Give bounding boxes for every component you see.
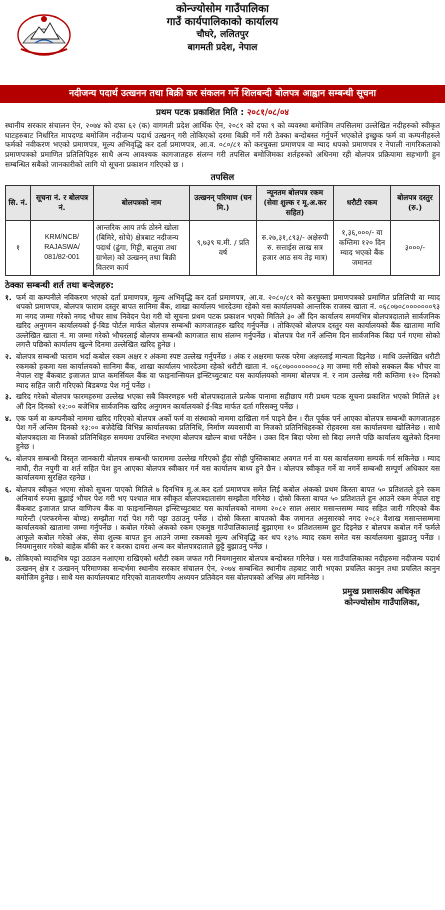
table-row <box>6 220 440 275</box>
col-fee: बोलपत्र दस्तुर (रु.) <box>391 185 440 220</box>
condition-item <box>5 554 440 583</box>
condition-text: एक फर्म वा कम्पनीको नाममा खरिद गरिएको बोलपत्र अर्को फर्म वा संस्थाको नाममा दाखिला गर्न पाइने छैन । रीत पूर्वक पर्न आएका बोलपत्र सम्बन्धी कागजातहरु पेश गर्ने अन्तिम दिनको १३:०० बजेदेखि विभिन्न कार्यालयका प्रतिनिधि, निर्माण व्यवसायी वा निजको प्रतिनिधिहरुको रोहवरमा यस कार्यालयमा खोलिनेछ । साथै बोलपत्रदाता वा निजको प्रतिनिधिहरु समयमा उपस्थित नभएमा बोलपत्र खोल्न बाधा पर्नेछैन । उक्त दिन बिदा परेमा सो बिदा लगत्तै पछि कार्यालय खुलेको दिनमा हुनेछ । <box>16 413 440 452</box>
col-notice-no: सूचना नं. र बोलपत्र नं. <box>31 185 94 220</box>
condition-number: ७. <box>5 553 12 563</box>
condition-text: बोलपत्र सम्बन्धी विस्तृत जानकारी बोलपत्र सम्बन्धी फाराममा उल्लेख गरिएको हुँदा सोही पुस्तिकाबाट अवगत गर्न वा यस कार्यालयमा सम्पर्क गर्न सकिनेछ । म्याद नाघी, रीत नपुगी वा शर्त सहित पेश हुन आएका बोलपत्र स्वीकार गर्न यस कार्यालय बाध्य हुने छैन । बोलपत्र स्वीकृत गर्ने वा नगर्ने सम्बन्धी सम्पूर्ण अधिकार यस कार्यालयमा सुरक्षित रहनेछ । <box>16 454 440 483</box>
signature-title: प्रमुख प्रशासकीय अधिकृत <box>342 585 420 596</box>
row-notice-code: KRM/NCB/ RAJASWA/ 081/82-001 <box>31 220 94 275</box>
signature-block <box>5 586 440 608</box>
condition-item <box>5 352 440 390</box>
condition-text: खरिद गरेको बोलपत्र फारमहरुमा उल्लेख भएका सबै विवरणहरु भरी बोलपत्रदाताले प्रत्येक पानामा सहीछाप गरी प्रथम पटक सूचना प्रकाशित भएको मितिले ३१ औं दिन दिनको १२:०० बजेभित्र सार्वजनिक खरिद अनुगमन कार्यालयको ई-बिड मार्फत दर्ता गरिसक्नु पर्नेछ । <box>16 392 440 412</box>
publish-date-label: प्रथम पटक प्रकाशित मिति : <box>156 108 244 118</box>
col-bid-name: बोलपत्रको नाम <box>94 185 190 220</box>
row-bid-name: आन्तरिक आय तर्फ ठोस्ने खोला (बिमिरे, सोचे) क्षेत्रबाट नदीजन्य पदार्थ (ढुंगा, गिट्टी, बालुवा तथा ग्राभेल) को उत्खनन् तथा बिक्री वितरण कार्य <box>94 220 190 275</box>
publish-date <box>5 106 440 118</box>
condition-item <box>5 454 440 483</box>
col-min-amount: न्यूनतम बोलपत्र रकम (सेवा शुल्क र मू.अ.कर सहित) <box>257 185 334 220</box>
condition-text: बोलपत्र स्वीकृत भएमा सोको सूचना पाएको मितिले ७ दिनभित्र मू.अ.कर दर्ता प्रमाणपत्र समेत लिई कबोल अंकको प्रथम किस्ता बापत ५० प्रतिशतले हुने रकम अनिवार्य रुपमा बुझाई भौचर पेश गरी भए पश्चात मात्र स्वीकृत बोलपत्रदातासंग सम्झौता गरिनेछ । दोस्रो किस्ता बापत ५० प्रतिशतले हुन आउने रकम नेपाल राष्ट्र बैंकबाट इजाजत प्राप्त वाणिज्य बैंक वा फाइनान्सियल इन्स्टिच्युटबाट यस कार्यालयको नाममा २०८२ साल असार मसान्तसम्म म्याद सहित जारी गरिएको बैंक ग्यारेन्टी (परफरमेन्स बोण्ड) सम्झौता गर्दा पेश गरी पट्टा उठाउनु पर्नेछ । दोस्रो किस्ता बापतको बैंक जमानत अनुसारको नगद २०८२ वैशाख मसान्तसम्ममा कार्यालयको खातामा जम्मा गर्नुपर्नेछ । कबोल गरेको अंकको रकम एकमुष्ठ गाउँपालिकालाई बुझाएमा १० प्रतिशतसम्म छुट दिइनेछ र बोलपत्र कबोल गर्ने फर्मले आफूले कबोल गरेको अंक, सेवा शुल्क बापत हुन आउने जम्मा रकमको मूल्य अभिवृद्धि कर थप १३% म्याद रकम समेत यस कार्यालयमा बुझाउनु पर्नेछ । नियमानुसार गरेको बाहेक बाँकी कर र करका दायरा अन्य कर बोलपत्रदाताले छुट्टै बुझाउनु पर्नेछ । <box>16 484 440 552</box>
col-sn: सि. नं. <box>6 185 31 220</box>
col-deposit: धरौटी रकम <box>334 185 391 220</box>
office-name: गाउँ कार्यपालिकाको कार्यालय <box>166 16 279 28</box>
row-deposit: १,३६,०००/- वा कम्तिमा १२० दिन म्याद भएको बैंक जमानत <box>334 220 391 275</box>
municipality-name: कोन्ज्योसोम गाउँपालिका <box>176 3 269 15</box>
notice-title: नदीजन्य पदार्थ उत्खनन तथा बिक्री कर संकलन गर्ने शिलबन्दी बोलपत्र आह्वान सम्बन्धी सूचना <box>0 85 445 103</box>
condition-number: ३. <box>5 392 12 402</box>
row-min-amount: रु.२७,३१,८९३/- अक्षेरुपी रु. सत्ताईस लाख सत्र हजार आठ सय तेइ मात्र) <box>257 220 334 275</box>
condition-number: ४. <box>5 413 12 423</box>
table-title: तपसिल <box>210 172 235 183</box>
intro-paragraph: स्थानीय सरकार संचालन ऐन, २०७४ को दफा ६२ (क) वागमती प्रदेश आर्थिक ऐन, २०८१ को दफा ९ को व्यवस्था बमोजिम तपसिलमा उल्लेखित नदीहरुको स्वीकृत घाटहरुबाट निर्धारित मापदण्ड बमोजिम नदीजन्य पदार्थ उत्खनन् गरी तोकिएको दरमा बिक्री गर्ने गरी ठेक्का बन्दोबस्त गर्नुपर्ने भएकोले इच्छुक फर्म वा कम्पनीहरुले फर्मको नवीकरण भएको प्रमाणपत्र, मूल्य अभिवृद्धि कर दर्ता प्रमाणपत्र, आ.व. ०८०/८१ को करचुक्ता प्रमाणपत्र वा म्याद थपको प्रमाणपत्र र नेपाली नागरिकताको प्रमाणपत्रको प्रमाणित प्रतिलिपिहरु साथै अन्य आवश्यक कागजातहरु संलग्न गरी तपसिल बमोजिमका शर्तहरुको अधिनमा रही बोलपत्र प्रक्रियामा सहभागी हुन सम्बन्धित सबैको जानकारीको लागि यो सूचना प्रकाशन गरिएको छ । <box>5 121 440 169</box>
condition-number: २. <box>5 352 12 362</box>
condition-item <box>5 392 440 411</box>
condition-item <box>5 485 440 552</box>
condition-text: तोकिएको म्यादभित्र पट्टा उठाउन नआएमा राखिएको धरौटी रकम जफत गरी नियमानुसार बोलपत्र बन्दोबस्त गरिनेछ । यस गाउँपालिकाका नदीहरुमा नदीजन्य पदार्थ उत्खनन् क्षेत्र र उत्खनन् परिमाणका सन्दर्भमा स्थानीय सरकार संचालन ऐन, २०७४ सम्बन्धित स्थानीय तहबाट जारी भएका प्रचलित कानुन तथा प्रचलित कानुन बमोजिम हुनेछ । साथै यस कार्यालयबाट गरिएको वातावरणीय अध्ययन प्रतिवेदन यस बोलपत्रको अभिन्न अंग मानिनेछ । <box>16 553 440 583</box>
table-header-row <box>6 185 440 220</box>
condition-item <box>5 293 440 351</box>
row-fee: ३०००/- <box>391 220 440 275</box>
signature-office: कोन्ज्योसोम गाउँपालिका, <box>344 596 420 607</box>
publish-date-value: २०८१/०८/०४ <box>246 108 289 118</box>
condition-number: ६. <box>5 484 12 494</box>
condition-number: १. <box>5 292 12 302</box>
province-name: बागमती प्रदेश, नेपाल <box>187 43 258 53</box>
notice-header <box>5 3 440 83</box>
condition-item <box>5 414 440 452</box>
office-location: चौघरे, ललितपुर <box>196 30 249 40</box>
row-sn: १ <box>6 220 31 275</box>
condition-number: ५. <box>5 454 12 464</box>
col-quantity: उत्खनन् परिमाण (घन मि.) <box>190 185 257 220</box>
bid-table <box>5 185 440 276</box>
condition-text: बोलपत्र सम्बन्धी फाराम भर्दा कबोल रकम अक्षर र अंकमा स्पष्ट उल्लेख गर्नुपर्नेछ । अंक र अक्षरमा फरक परेमा अक्षरलाई मान्यता दिइनेछ । माथि उल्लेखित धरौटी रकमको हकमा यस कार्यालयको सानिमा बैंक, शाखा कार्यालय भारदेउमा रहेको धरौटी खाता नं. ०६८०७०००००००८३ मा जम्मा गरी सोको सक्कल बैंक भौचर वा नेपाल राष्ट्र बैंकबाट इजाजत प्राप्त कमर्सियल बैंक वा फाइनान्सियल इन्स्टिच्युटबाट यस कार्यालयको नाममा बोलपत्र नं. र नाम उल्लेख गरी कम्तिमा १२० दिनको म्याद सहित जारी गरिएको बिडबण्ड पेश गर्नु पर्नेछ । <box>16 352 440 390</box>
nepal-emblem-icon <box>15 9 73 57</box>
row-quantity: ९,७३९ घ.मी. / प्रति वर्ष <box>190 220 257 275</box>
condition-text: फर्म वा कम्पनीले नविकरण भएको दर्ता प्रमाणपत्र, मूल्य अभिवृद्धि कर दर्ता प्रमाणपत्र, आ.व. २०८०/८१ को करचुक्ता प्रमाणपत्रको प्रमाणित प्रतिलिपी वा म्याद थपको प्रमाणपत्र, बोलपत्र फाराम दस्तुर बापत सानिमा बैंक, शाखा कार्यालय भारदेउमा रहेको यस कार्यालयको आन्तरिक राजस्व खाता नं. ०६८०७०८०००००००९३ मा नगद जम्मा गरेको नगद भौचर साथ निवेदन पेश गरी यो सूचना प्रथम पटक प्रकाशन भएको मितिले ३० औं दिन कार्यालय समयभित्र बोलपत्रदाताले सार्वजनिक खरिद अनुगमन कार्यालयको ई-बिड पोर्टल मार्फत बोलपत्र सम्बन्धी कागजातहरु खरिद गर्नुपर्नेछ । तोकिएको बोलपत्र दस्तुर यस कार्यालयको बैंक खातामा माथि उल्लेखित खाता नं. मा जम्मा गरेको भौचरलाई बोलपत्र सम्बन्धी कागजात साथ संलग्न गर्नुपर्नेछ । बोलपत्र पेश गर्ने अन्तिम दिन सार्वजनिक बिदा पर्न गएमा सोको लगत्तै पछिको कार्यालय खुल्ने दिनमा उल्लेखित खरिद हुनेछ । <box>16 292 440 350</box>
conditions-heading: ठेक्का सम्बन्धी शर्त तथा बन्देजहरु: <box>5 280 114 291</box>
